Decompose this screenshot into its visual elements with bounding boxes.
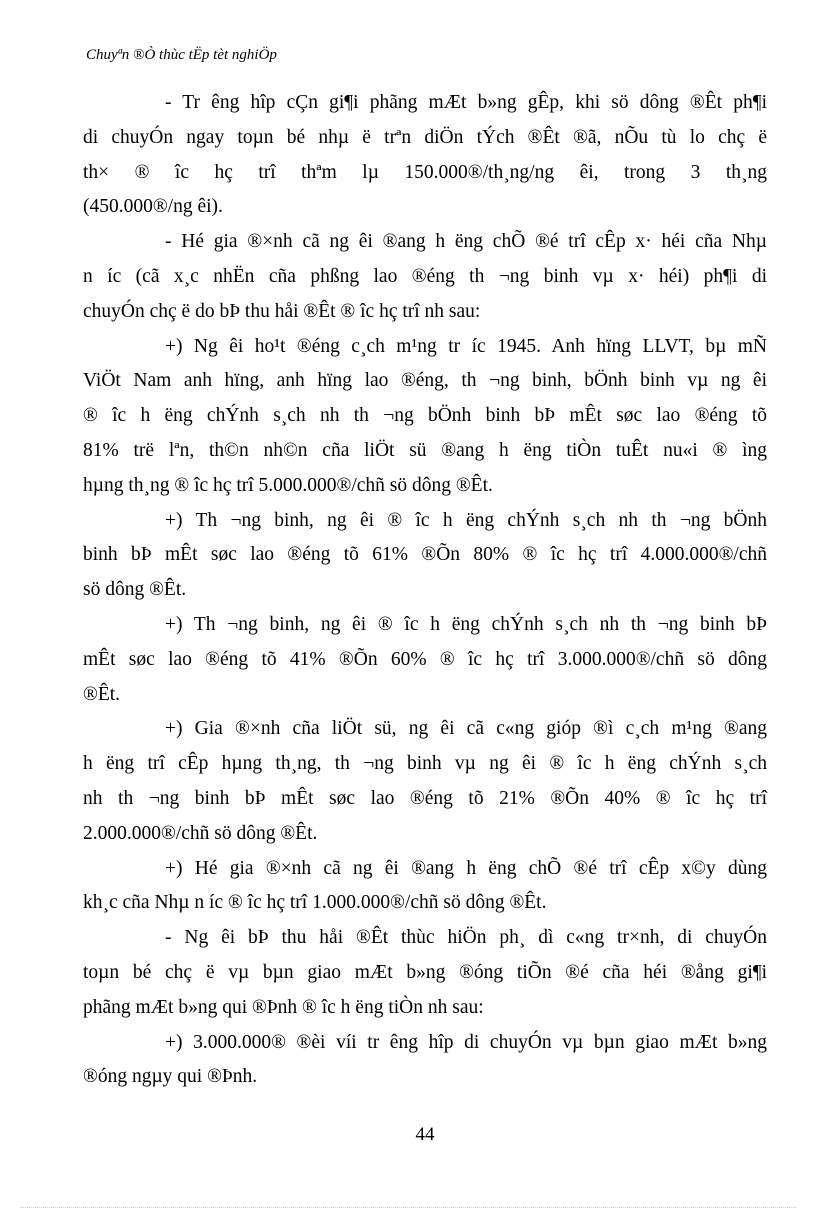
text-line: - Ng êi bÞ thu håi ®Êt thùc hiÖn ph¸ dì c«ng tr×nh, di chuyÓn [165,927,767,949]
text-line: ViÖt Nam anh hïng, anh hïng lao ®éng, th ¬ng binh, bÖnh binh vµ ng êi [83,370,767,392]
text-line: +) 3.000.000® ®èi víi tr êng hîp di chuyÓn vµ bµn giao mÆt b»ng [165,1031,767,1053]
paragraph [83,852,767,922]
paragraph [83,504,767,608]
text-line: chuyÓn chç ë do bÞ thu håi ®Êt ® îc hç trî nh sau: [83,300,481,322]
text-line: sö dông ®Êt. [83,579,187,601]
document-body [83,86,767,1095]
text-line: +) Gia ®×nh cña liÖt sü, ng êi cã c«ng gióp ®ì c¸ch m¹ng ®ang [165,718,767,740]
text-line: nh th ¬ng binh bÞ mÊt søc lao ®éng tõ 21% ®Õn 40% ® îc hç trî [83,787,767,809]
text-line: ®óng ngµy qui ®Þnh. [83,1066,258,1088]
text-line: phãng mÆt b»ng qui ®Þnh ® îc h ëng tiÒn nh sau: [83,996,484,1018]
text-line: di chuyÓn ngay toµn bé nhµ ë trªn diÖn tÝch ®Êt ®ã, nÕu tù lo chç ë [83,126,767,148]
paragraph [83,330,767,504]
text-line: +) Hé gia ®×nh cã ng êi ®ang h ëng chÕ ®é trî cÊp x©y dùng [165,857,767,879]
text-line: n íc (cã x¸c nhËn cña phßng lao ®éng th ¬ng binh vµ x· héi) ph¶i di [83,265,767,287]
text-line: binh bÞ mÊt søc lao ®éng tõ 61% ®Õn 80% ® îc hç trî 4.000.000®/chñ [83,544,767,566]
text-line: - Tr êng hîp cÇn gi¶i phãng mÆt b»ng gÊp, khi sö dông ®Êt ph¶i [165,92,767,113]
running-header: Chuyªn ®Ò thùc tËp tèt nghiÖp [86,47,277,63]
text-line: +) Ng êi ho¹t ®éng c¸ch m¹ng tr íc 1945. Anh hïng LLVT, bµ mÑ [165,335,767,357]
text-line: kh¸c cña Nhµ n íc ® îc hç trî 1.000.000®/chñ sö dông ®Êt. [83,892,547,914]
text-line: hµng th¸ng ® îc hç trî 5.000.000®/chñ sö dông ®Êt. [83,474,493,496]
text-line: (450.000®/ng êi). [83,196,223,218]
text-line: +) Th ¬ng binh, ng êi ® îc h ëng chÝnh s¸ch nh th ¬ng bÖnh [165,509,767,531]
text-line: 81% trë lªn, th©n nh©n cña liÖt sü ®ang h ëng tiÒn tuÊt nu«i ® ìng [83,439,767,461]
paragraph [83,1026,767,1096]
text-line: h ëng trî cÊp hµng th¸ng, th ¬ng binh vµ ng êi ® îc h ëng chÝnh s¸ch [83,753,767,775]
text-line: mÊt søc lao ®éng tõ 41% ®Õn 60% ® îc hç trî 3.000.000®/chñ sö dông [83,648,767,670]
paragraph [83,608,767,712]
paragraph [83,86,767,225]
page-number: 44 [415,1124,435,1146]
text-line: +) Th ¬ng binh, ng êi ® îc h ëng chÝnh s¸ch nh th ¬ng binh bÞ [165,613,767,635]
text-line: ®Êt. [83,683,121,705]
text-line: toµn bé chç ë vµ bµn giao mÆt b»ng ®óng tiÕn ®é cña héi ®ång gi¶i [83,961,767,983]
text-line: - Hé gia ®×nh cã ng êi ®ang h ëng chÕ ®é trî cÊp x· héi cña Nhµ [165,231,767,253]
paragraph [83,712,767,851]
paragraph [83,921,767,1025]
text-line: 2.000.000®/chñ sö dông ®Êt. [83,822,318,844]
text-line: ® îc h ëng chÝnh s¸ch nh th ¬ng bÖnh binh bÞ mÊt søc lao ®éng tõ [83,405,767,427]
text-line: th× ® îc hç trî thªm lµ 150.000®/th¸ng/ng êi, trong 3 th¸ng [83,161,767,183]
paragraph [83,225,767,329]
